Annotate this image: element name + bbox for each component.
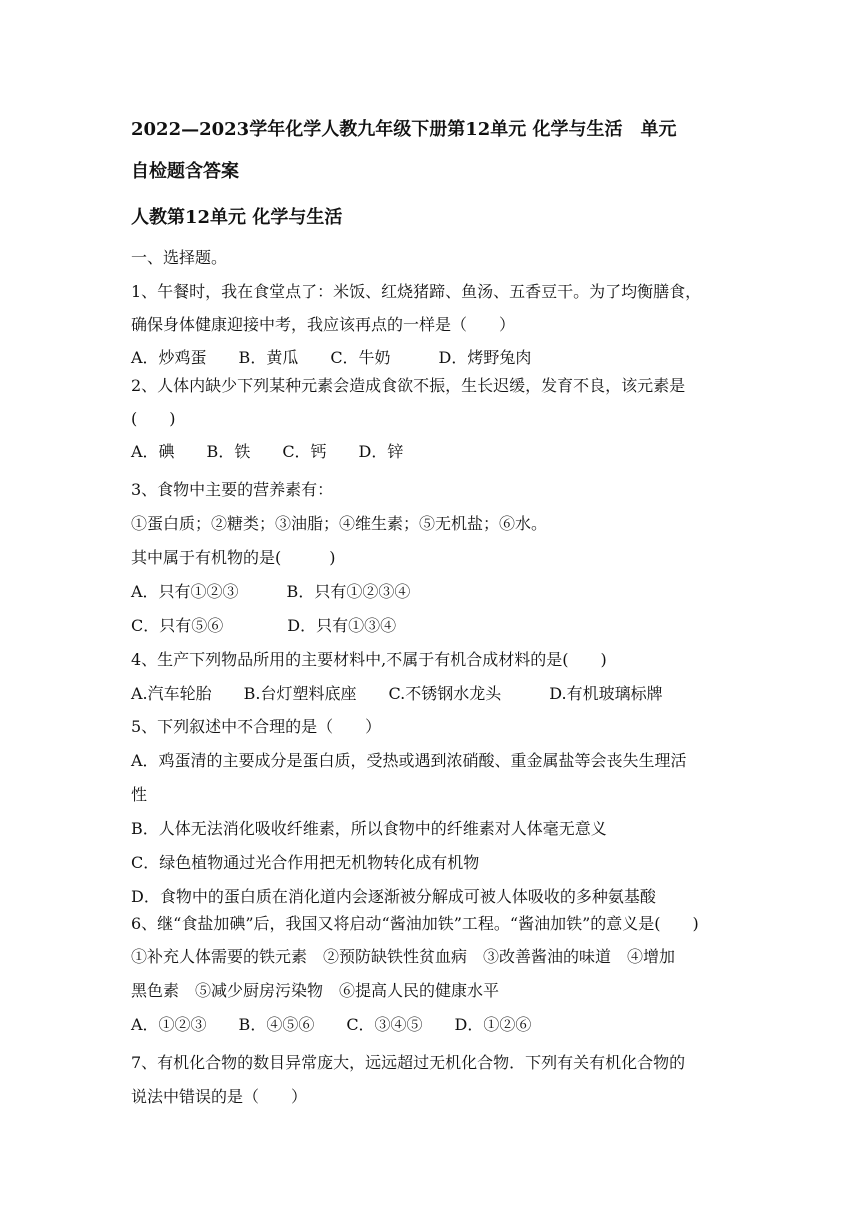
q5-option-d: D．食物中的蛋白质在消化道内会逐渐被分解成可被人体吸收的多种氨基酸 [131,887,656,906]
document-subtitle: 人教第12单元 化学与生活 [131,207,343,228]
q5-stem: 5、下列叙述中不合理的是（ ） [131,717,382,736]
q7-stem-line2: 说法中错误的是（ ） [131,1087,308,1106]
q4-stem: 4、生产下列物品所用的主要材料中,不属于有机合成材料的是( ) [131,650,607,669]
q1-stem-line1: 1、午餐时，我在食堂点了：米饭、红烧猪蹄、鱼汤、五香豆干。为了均衡膳食， [131,282,702,301]
q6-stem: 6、继“食盐加碘”后，我国又将启动“酱油加铁”工程。“酱油加铁”的意义是( ) [131,914,699,933]
q6-options: A．①②③ B．④⑤⑥ C．③④⑤ D．①②⑥ [131,1015,532,1034]
q5-option-c: C．绿色植物通过光合作用把无机物转化成有机物 [131,853,480,872]
document-title-line2: 自检题含答案 [131,161,239,182]
q2-stem-line1: 2、人体内缺少下列某种元素会造成食欲不振，生长迟缓，发育不良，该元素是 [131,376,686,395]
q4-options: A.汽车轮胎 B.台灯塑料底座 C.不锈钢水龙头 D.有机玻璃标牌 [131,684,663,703]
q1-options: A．炒鸡蛋 B．黄瓜 C．牛奶 D．烤野兔肉 [131,348,532,367]
section-heading: 一、选择题。 [131,248,228,267]
q2-options: A．碘 B．铁 C．钙 D．锌 [131,442,404,461]
q1-stem-line2: 确保身体健康迎接中考，我应该再点的一样是（ ） [131,315,516,334]
document-title-line1: 2022—2023学年化学人教九年级下册第12单元 化学与生活 单元 [131,119,677,140]
q3-options-line2: C．只有⑤⑥ D．只有①③④ [131,616,397,635]
q6-items-line2: 黑色素 ⑤减少厨房污染物 ⑥提高人民的健康水平 [131,981,500,1000]
q6-items-line1: ①补充人体需要的铁元素 ②预防缺铁性贫血病 ③改善酱油的味道 ④增加 [131,947,676,966]
q2-stem-line2: ( ) [131,409,176,428]
q5-option-b: B．人体无法消化吸收纤维素，所以食物中的纤维素对人体毫无意义 [131,819,607,838]
q5-option-a-line1: A．鸡蛋清的主要成分是蛋白质，受热或遇到浓硝酸、重金属盐等会丧失生理活 [131,751,687,770]
q3-stem-line3: 其中属于有机物的是( ) [131,548,336,567]
q7-stem-line1: 7、有机化合物的数目异常庞大，远远超过无机化合物．下列有关有机化合物的 [131,1053,686,1072]
q5-option-a-line2: 性 [131,785,148,804]
q3-options-line1: A．只有①②③ B．只有①②③④ [131,582,411,601]
q3-stem-line1: 3、食物中主要的营养素有： [131,480,334,499]
q3-stem-line2: ①蛋白质；②糖类；③油脂；④维生素；⑤无机盐；⑥水。 [131,514,548,533]
